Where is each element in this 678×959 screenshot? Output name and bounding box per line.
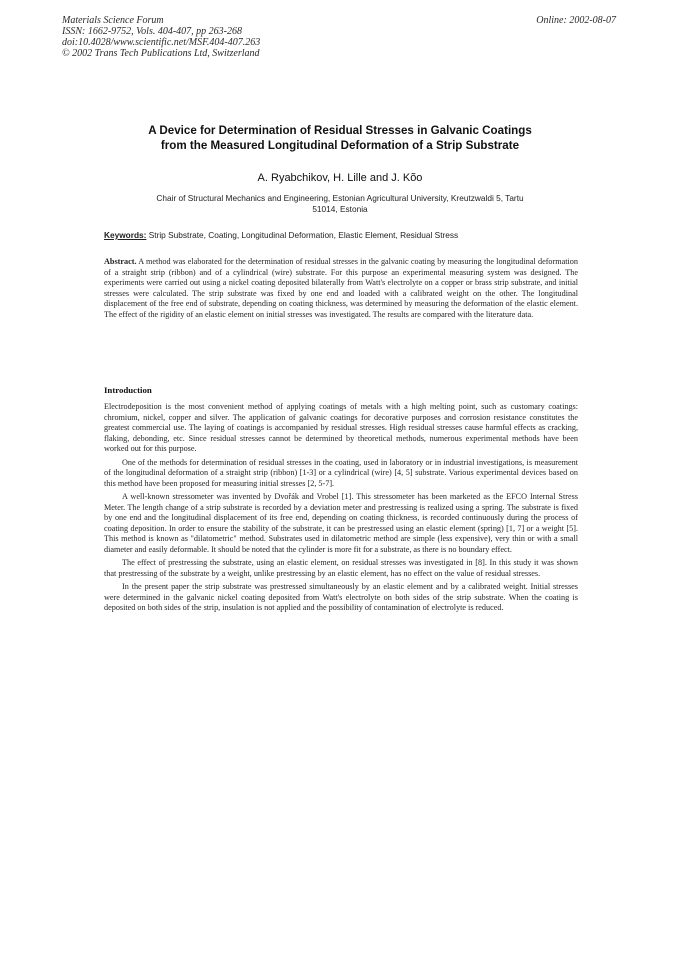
affiliation [100,193,580,215]
intro-paragraph: In the present paper the strip substrate was prestressed simultaneously by an elastic element and by a calibrated weight. Initial stresses were determined in the galvanic nickel coating deposited from Watt's electrolyte on both sides of the strip substrate. When the coating is deposited on both sides of the strip, insulation is not applied and the possibility of contamination of electrolyte is reduced. [104,582,578,612]
keywords-label: Keywords: [104,230,147,240]
title-line-2: from the Measured Longitudinal Deformation of a Strip Substrate [160,139,520,152]
intro-paragraph: Electrodeposition is the most convenient method of applying coatings of metals with a high melting point, such as customary coatings: chromium, nickel, copper and silver. The application of galvanic coatings for decorative purposes and corrosion resistance constitutes the greatest commercial use. The laying of coatings is accompanied by residual stresses. High residual stresses cause harmful effects as cracking, flaking, debonding, etc. Since residual stresses cannot be determined by theoretical methods, numerous experimental methods have been worked out for this purpose. [104,402,578,453]
doi-line: doi:10.4028/www.scientific.net/MSF.404-407.263 [62,37,261,48]
abstract-label: Abstract. [104,257,137,266]
affiliation-line-2: 51014, Estonia [312,204,368,214]
abstract [104,257,578,320]
intro-paragraph: The effect of prestressing the substrate, using an elastic element, on residual stresses was investigated in [8]. In this study it was shown that prestressing of the substrate by a weight, unlike prestressing by an elastic element, has no effect on the value of residual stresses. [104,558,578,578]
introduction-body [104,402,578,617]
issn-line: ISSN: 1662-9752, Vols. 404-407, pp 263-268 [62,26,242,37]
paper-title [100,123,580,153]
affiliation-line-1: Chair of Structural Mechanics and Engineering, Estonian Agricultural University, Kreutzwaldi 5, Tartu [156,193,524,203]
copyright-line: © 2002 Trans Tech Publications Ltd, Switzerland [62,48,260,59]
keywords-list: Strip Substrate, Coating, Longitudinal Deformation, Elastic Element, Residual Stress [148,230,459,240]
intro-paragraph: A well-known stressometer was invented by Dvořák and Vrobel [1]. This stressometer has been marketed as the EFCO Internal Stress Meter. The length change of a strip substrate is recorded by a deviation meter and prestressing is realized using a spring. The substrate is fixed by one end and the longitudinal displacement of its free end, depending on coating thickness, is recorded continuously during the process of coating deposition. In order to ensure the stability of the substrate, it can be prestressed using an elastic element (spring) [1, 7] or a weight [5]. This method is known as "dilatometric" method. Substrates used in dilatometric method are simple (less expensive), very thin or with a small diameter and easily deformable. It should be noted that the cylinder is more fit for a substrate, as there is no boundary effect. [104,492,578,554]
journal-metadata [62,15,260,59]
intro-paragraph: One of the methods for determination of residual stresses in the coating, used in laboratory or in industrial investigations, is measurement of the longitudinal deformation of a straight strip (ribbon) [1-3] or a cylindrical (wire) [4, 5] substrate. Various experimental devices based on this method have been proposed for measuring initial stresses [2, 5-7]. [104,457,578,488]
authors: A. Ryabchikov, H. Lille and J. Kõo [257,172,423,184]
section-heading-introduction: Introduction [104,385,152,395]
title-line-1: A Device for Determination of Residual Stresses in Galvanic Coatings [148,124,532,137]
keywords [104,230,584,240]
abstract-text: A method was elaborated for the determination of residual stresses in the galvanic coating by measuring the longitudinal deformation of a straight strip (ribbon) and of a cylindrical (wire) substrate. For this purpose an experimental measuring system was designed. The experiments were carried out using a nickel coating deposited bilaterally from Watt's electrolyte on a copper or brass strip substrate, and initial stresses were calculated. The strip substrate was fixed by one end and loaded with a calibrated weight on the other. The longitudinal displacement of the free end of substrate, depending on coating thickness, was determined by measuring the deformation of the elastic element. The effect of the rigidity of an elastic element on initial stresses was investigated. The results are compared with the literature data. [104,257,578,319]
journal-name: Materials Science Forum [62,15,164,26]
online-date: Online: 2002-08-07 [536,15,616,26]
